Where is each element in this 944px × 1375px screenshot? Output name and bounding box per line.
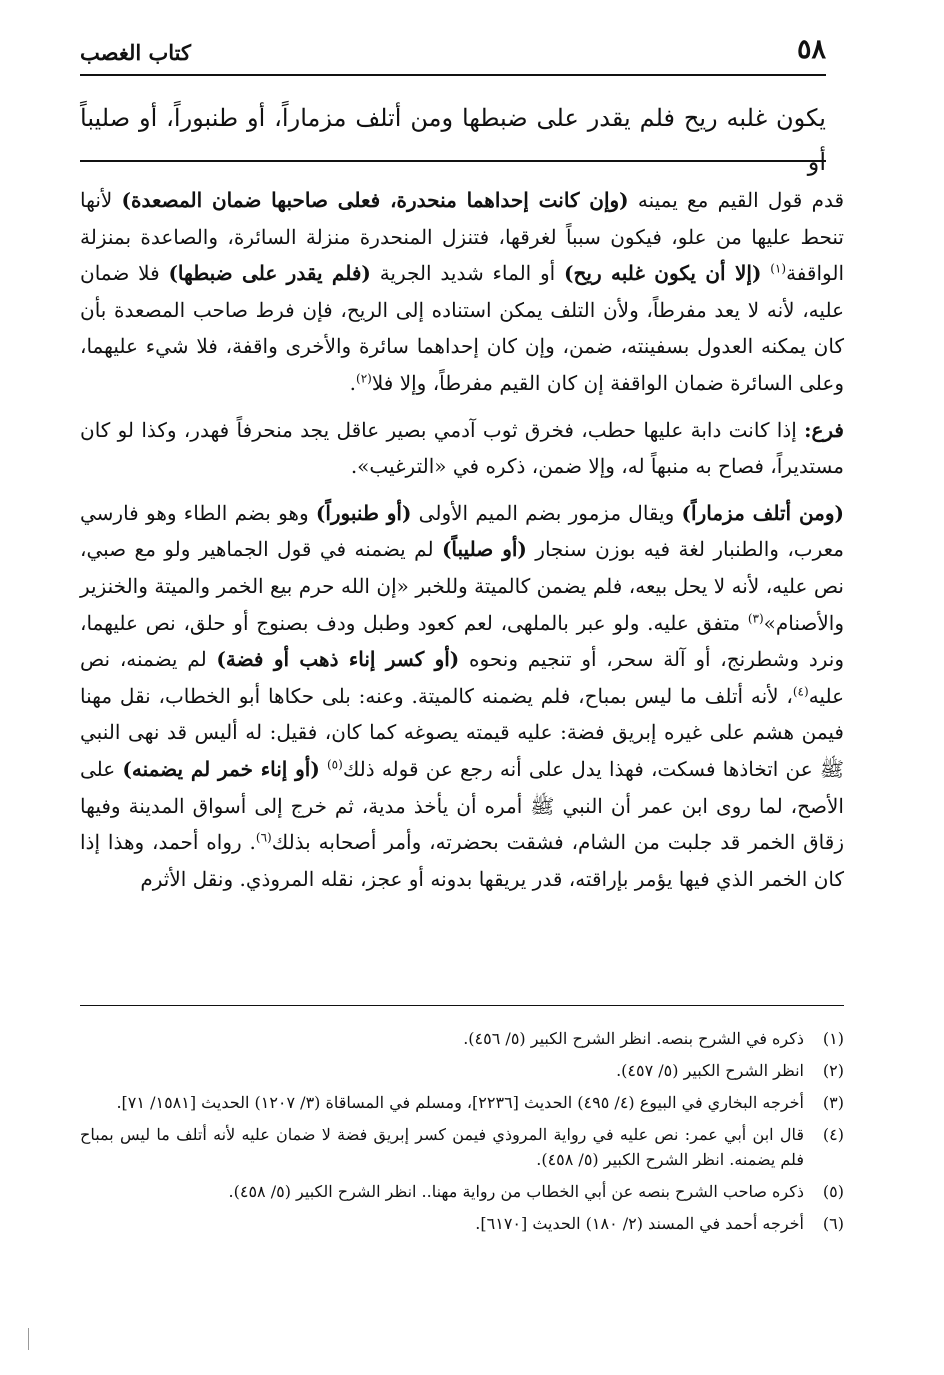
footnote-number: (٦) [822,1214,844,1233]
footnote [80,1026,844,1051]
text-run: ويقال مزمور بضم الميم الأولى [411,500,682,525]
quoted-matn: (أو طنبوراً) [315,500,412,525]
text-run [320,757,327,781]
text-run: لم يضمنه في قول الجماهير ولو مع صبي، نص عليه، لأنه لا يحل بيعه، فلم يضمن كالميتة وللخبر «إن الله حرم بيع الخمر والميتة والخنزير والأصنام» [80,537,844,635]
footnotes-divider [80,1005,844,1006]
quoted-matn: (فلم يقدر على ضبطها) [168,261,371,286]
footnote-text: أخرجه أحمد في المسند (٢/ ١٨٠) الحديث [٦١٧٠]. [475,1214,804,1233]
quoted-matn: (أو صليباً) [441,537,527,562]
quoted-matn: (أو إناء خمر لم يضمنه) [122,756,320,781]
footnotes [80,1026,844,1243]
page-number: ٥٨ [796,34,826,65]
text-run: لم يضمنه، نص عليه [80,647,844,708]
footnote-number: (٤) [822,1125,844,1144]
commentary-paragraph-3 [80,495,844,898]
text-run: ، لأنه أتلف ما ليس بمباح، فلم يضمنه كالميتة. وعنه: بلى حكاها أبو الخطاب، نقل مهنا فيمن هشم على غيره إبريق فضة: عليه قيمته يصوغه كما كان، فقيل: له أليس قد نهى النبي ﷺ عن اتخاذها فسكت، فهذا يدل على أنه رجع عن قوله ذلك [80,683,844,781]
footnote-ref[interactable]: (٦) [255,830,272,845]
text-run: فلا ضمان عليه، لأنه لا يعد مفرطاً، ولأن التلف يمكن استناده إلى الريح، فإن فرط صاحب المصعدة بأن كان يمكنه العدول بسفينته، ضمن، وإن كان إحداهما سائرة والأخرى واقفة، فلا شيء عليهما، وعلى السائرة ضمان الواقفة إن كان القيم مفرطاً، وإلا فلا [80,261,844,395]
text-run: . رواه أحمد، وهذا إذا كان الخمر الذي فيها يؤمر بإراقته، قدر يريقها بدونه أو عجز، نقله المروذي. ونقل الأثرم [80,830,844,891]
text-run [761,261,770,285]
text-run: قدم قول القيم مع يمينه [628,188,845,212]
commentary-paragraph-1 [80,182,844,402]
text-run: متفق عليه. ولو عبر بالملهى، لعم كعود وطبل ودف بصنوج أو حلق، نص عليهما، ونرد وشطرنج، أو آلة سحر، أو تنجيم ونحوه [80,610,844,672]
section-label: فرع: [804,417,844,442]
footnote-ref[interactable]: (٥) [326,757,343,772]
scan-margin-mark [28,1328,29,1350]
matn-divider [80,160,826,162]
footnote-text: ذكره صاحب الشرح بنصه عن أبي الخطاب من رواية مهنا.. انظر الشرح الكبير (٥/ ٤٥٨). [228,1182,804,1201]
footnote-ref[interactable]: (٣) [747,610,764,625]
text-run: أو الماء شديد الجرية [370,261,565,286]
footnote-ref[interactable]: (٢) [356,371,372,386]
text-run: لأنها تنحط عليها من علو، فيكون سبباً لغرقها، فتنزل المنحدرة منزلة السائرة، والصاعدة بمنزلة الواقفة [80,188,845,286]
footnote-text: ذكره في الشرح بنصه. انظر الشرح الكبير (٥/ ٤٥٦). [463,1029,804,1048]
matn-text: يكون غلبه ريح فلم يقدر على ضبطها ومن أتلف مزماراً، أو طنبوراً، أو صليباً أو [80,104,826,176]
commentary [80,182,844,897]
footnote-text: أخرجه البخاري في البيوع (٤/ ٤٩٥) الحديث [٢٢٣٦]، ومسلم في المساقاة (٣/ ١٢٠٧) الحديث [١٥٨١/ ٧١]. [116,1093,804,1112]
quoted-matn: (إلا أن يكون غلبه ريح) [564,261,762,286]
footnote-text: انظر الشرح الكبير (٥/ ٤٥٧). [616,1061,804,1080]
text-run: على الأصح، لما روى ابن عمر أن النبي ﷺ أمره أن يأخذ مدية، ثم خرج إلى أسواق المدينة وفيها زقاق الخمر قد جلبت من الشام، فشقت بحضرته، وأمر أصحابه بذلك [80,756,844,855]
quoted-matn: (وإن كانت إحداهما منحدرة، فعلى صاحبها ضمان المصعدة) [121,188,629,212]
footnote-ref[interactable]: (٤) [792,684,809,699]
text-run: وهو بضم الطاء وهو فارسي معرب، والطنبار لغة فيه بوزن سنجار [80,500,844,562]
footnote [80,1122,844,1172]
footnote-number: (٢) [822,1061,844,1080]
footnote [80,1090,844,1115]
quoted-matn: (ومن أتلف مزماراً) [681,500,845,525]
running-header [80,34,826,76]
chapter-title: كتاب الغصب [80,40,192,65]
footnote-number: (١) [822,1029,844,1048]
footnote [80,1179,844,1204]
footnote-text: قال ابن أبي عمر: نص عليه في رواية المروذي فيمن كسر إبريق فضة لا ضمان عليه لأنه أتلف ما ليس بمباح فلم يضمنه. انظر الشرح الكبير (٥/ ٤٥٨). [80,1125,805,1169]
footnote-number: (٣) [822,1093,844,1112]
footnote [80,1058,844,1083]
text-run: . [349,370,357,395]
footnote-ref[interactable]: (١) [770,261,787,276]
commentary-paragraph-2 [80,412,844,485]
footnote [80,1211,844,1236]
quoted-matn: (أو كسر إناء ذهب أو فضة) [216,647,460,672]
footnote-number: (٥) [822,1182,844,1201]
text-run: إذا كانت دابة عليها حطب، فخرق ثوب آدمي بصير عاقل يجد منحرفاً فهدر، وكذا لو كان مستديراً، فصاح به منبهاً له، وإلا ضمن، ذكره في «الترغيب». [80,417,844,479]
